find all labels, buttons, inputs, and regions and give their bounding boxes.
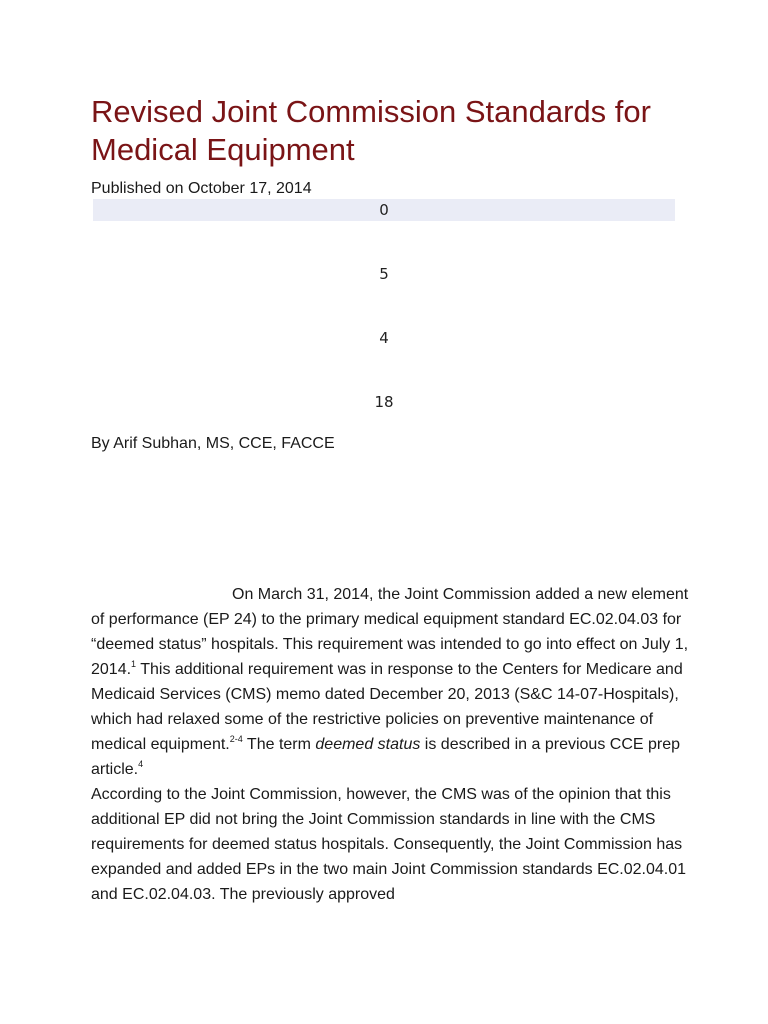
- stat-count-1: 0: [379, 201, 389, 219]
- publish-date: Published on October 17, 2014: [91, 180, 312, 197]
- footnote-ref[interactable]: 4: [138, 759, 144, 769]
- footnote-ref[interactable]: 2-4: [229, 734, 243, 744]
- author-byline: By Arif Subhan, MS, CCE, FACCE: [91, 435, 335, 452]
- stat-count-4: 18: [374, 393, 394, 411]
- body-text-run: On March 31, 2014, the Joint Commission added a new element of performance (EP 24) to the primary medical equipment standard EC.02.04.03 for “deemed status” hospitals. This requirement was intended to go into effect on July 1, 2014.: [91, 586, 689, 678]
- stat-count-3: 4: [379, 329, 389, 347]
- stat-count-2: 5: [379, 265, 389, 283]
- footnote-ref[interactable]: 1: [131, 659, 137, 669]
- body-text-run: The term: [242, 736, 316, 753]
- article-title: Revised Joint Commission Standards for Medical Equipment: [91, 94, 651, 167]
- body-text-run: This additional requirement was in response to the Centers for Medicare and Medicaid Services (CMS) memo dated December 20, 2013 (S&C 14-07-Hospitals), which had relaxed some of the restrictive policies on preventive maintenance of medical equipment.: [91, 661, 683, 753]
- article-body: [91, 582, 691, 907]
- body-text-run: is described in a previous CCE prep article.: [91, 736, 681, 778]
- body-paragraph-2: According to the Joint Commission, however, the CMS was of the opinion that this additional EP did not bring the Joint Commission standards in line with the CMS requirements for deemed status hospitals. Consequently, the Joint Commission has expanded and added EPs in the two main Joint Commission standards EC.02.04.01 and EC.02.04.03. The previously approved: [91, 786, 687, 903]
- emphasis-term: deemed status: [315, 736, 421, 753]
- body-paragraph-1: [91, 582, 691, 782]
